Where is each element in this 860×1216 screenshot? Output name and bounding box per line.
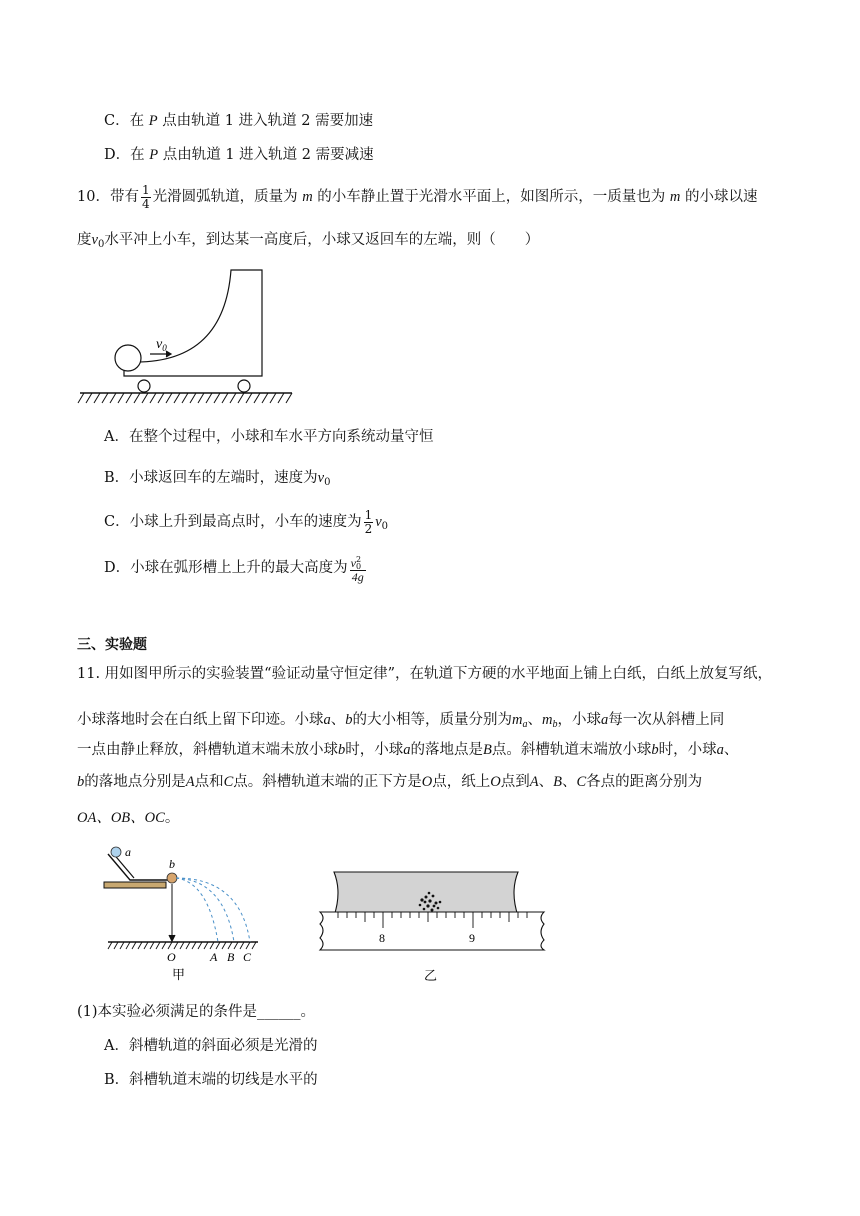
ruler xyxy=(320,912,544,950)
wheel-right xyxy=(238,380,250,392)
q11-sub1-option-b: B．斜槽轨道末端的切线是水平的 xyxy=(104,1072,318,1088)
q10-option-c: C．小球上升到最高点时，小车的速度为 $\frac{1}{2}$ $v_0$ xyxy=(104,507,389,536)
q11-stem-line3: 一点由静止释放，斜槽轨道末端未放小球b时，小球a的落地点是B点。斜槽轨道末端放小球b时，小球a、 xyxy=(77,742,739,758)
q9-option-c: C．在 P 点由轨道 1 进入轨道 2 需要加速 xyxy=(104,113,374,129)
q10-option-d: D．小球在弧形槽上上升的最大高度为 $v^2$ 0 4g xyxy=(104,548,368,588)
velocity-label: $v_0$ xyxy=(156,337,167,353)
fraction-height: $v^2$ 0 4g xyxy=(350,553,366,584)
ball xyxy=(115,345,141,371)
q10-option-b: B．小球返回车的左端时，速度为$v_0$ xyxy=(104,470,331,488)
section-title: 三、实验题 xyxy=(77,637,147,653)
figure-yi xyxy=(312,866,552,986)
label-b: b xyxy=(169,857,175,871)
q11-sub1-option-a: A．斜槽轨道的斜面必须是光滑的 xyxy=(104,1038,318,1054)
q11-stem-line4: b的落地点分别是A点和C点。斜槽轨道末端的正下方是O点，纸上O点到A、B、C各点的距离分别为 xyxy=(77,774,703,790)
figure-jia xyxy=(100,842,265,982)
caption-yi: 乙 xyxy=(424,968,438,983)
q10-option-a: A．在整个过程中，小球和车水平方向系统动量守恒 xyxy=(104,429,434,445)
wheel-left xyxy=(138,380,150,392)
q11-sub1: (1)本实验必须满足的条件是______。 xyxy=(77,1004,316,1020)
q10-stem-line1: 10．带有 $\frac{1}{4}$ 光滑圆弧轨道，质量为 m 的小车静止置于光滑水平面上，如图所示，一质量也为 m 的小球以速 xyxy=(77,182,758,211)
q11-stem-line2: 小球落地时会在白纸上留下印迹。小球a、b的大小相等，质量分别为$m_a$、$m_b$，小球a每一次从斜槽上同 xyxy=(77,712,725,730)
q11-stem-line5: OA、OB、OC。 xyxy=(77,810,180,826)
q9-option-d: D．在 P 点由轨道 1 进入轨道 2 需要减速 xyxy=(104,147,374,163)
label-B: B xyxy=(227,950,235,964)
ball-a xyxy=(111,847,121,857)
trajectories xyxy=(176,878,250,942)
label-C: C xyxy=(243,950,252,964)
label-a: a xyxy=(125,845,131,859)
q10-stem-line2: 度$v_0$水平冲上小车，到达某一高度后，小球又返回车的左端，则（ ） xyxy=(77,232,540,250)
q11-stem-line1: 11. 用如图甲所示的实验装置“验证动量守恒定律”，在轨道下方硬的水平地面上铺上白纸，白纸上放复写纸， xyxy=(77,666,772,682)
fraction-quarter: $\frac{1}{4}$ xyxy=(141,182,150,211)
caption-jia: 甲 xyxy=(172,967,186,982)
ball-b xyxy=(167,873,177,883)
tick-9: 9 xyxy=(469,931,475,945)
label-O: O xyxy=(167,950,176,964)
label-A: A xyxy=(210,950,218,964)
paper-strip xyxy=(334,872,518,916)
tick-8: 8 xyxy=(379,931,385,945)
fraction-half: $\frac{1}{2}$ xyxy=(364,507,373,536)
cart-figure xyxy=(76,262,298,412)
